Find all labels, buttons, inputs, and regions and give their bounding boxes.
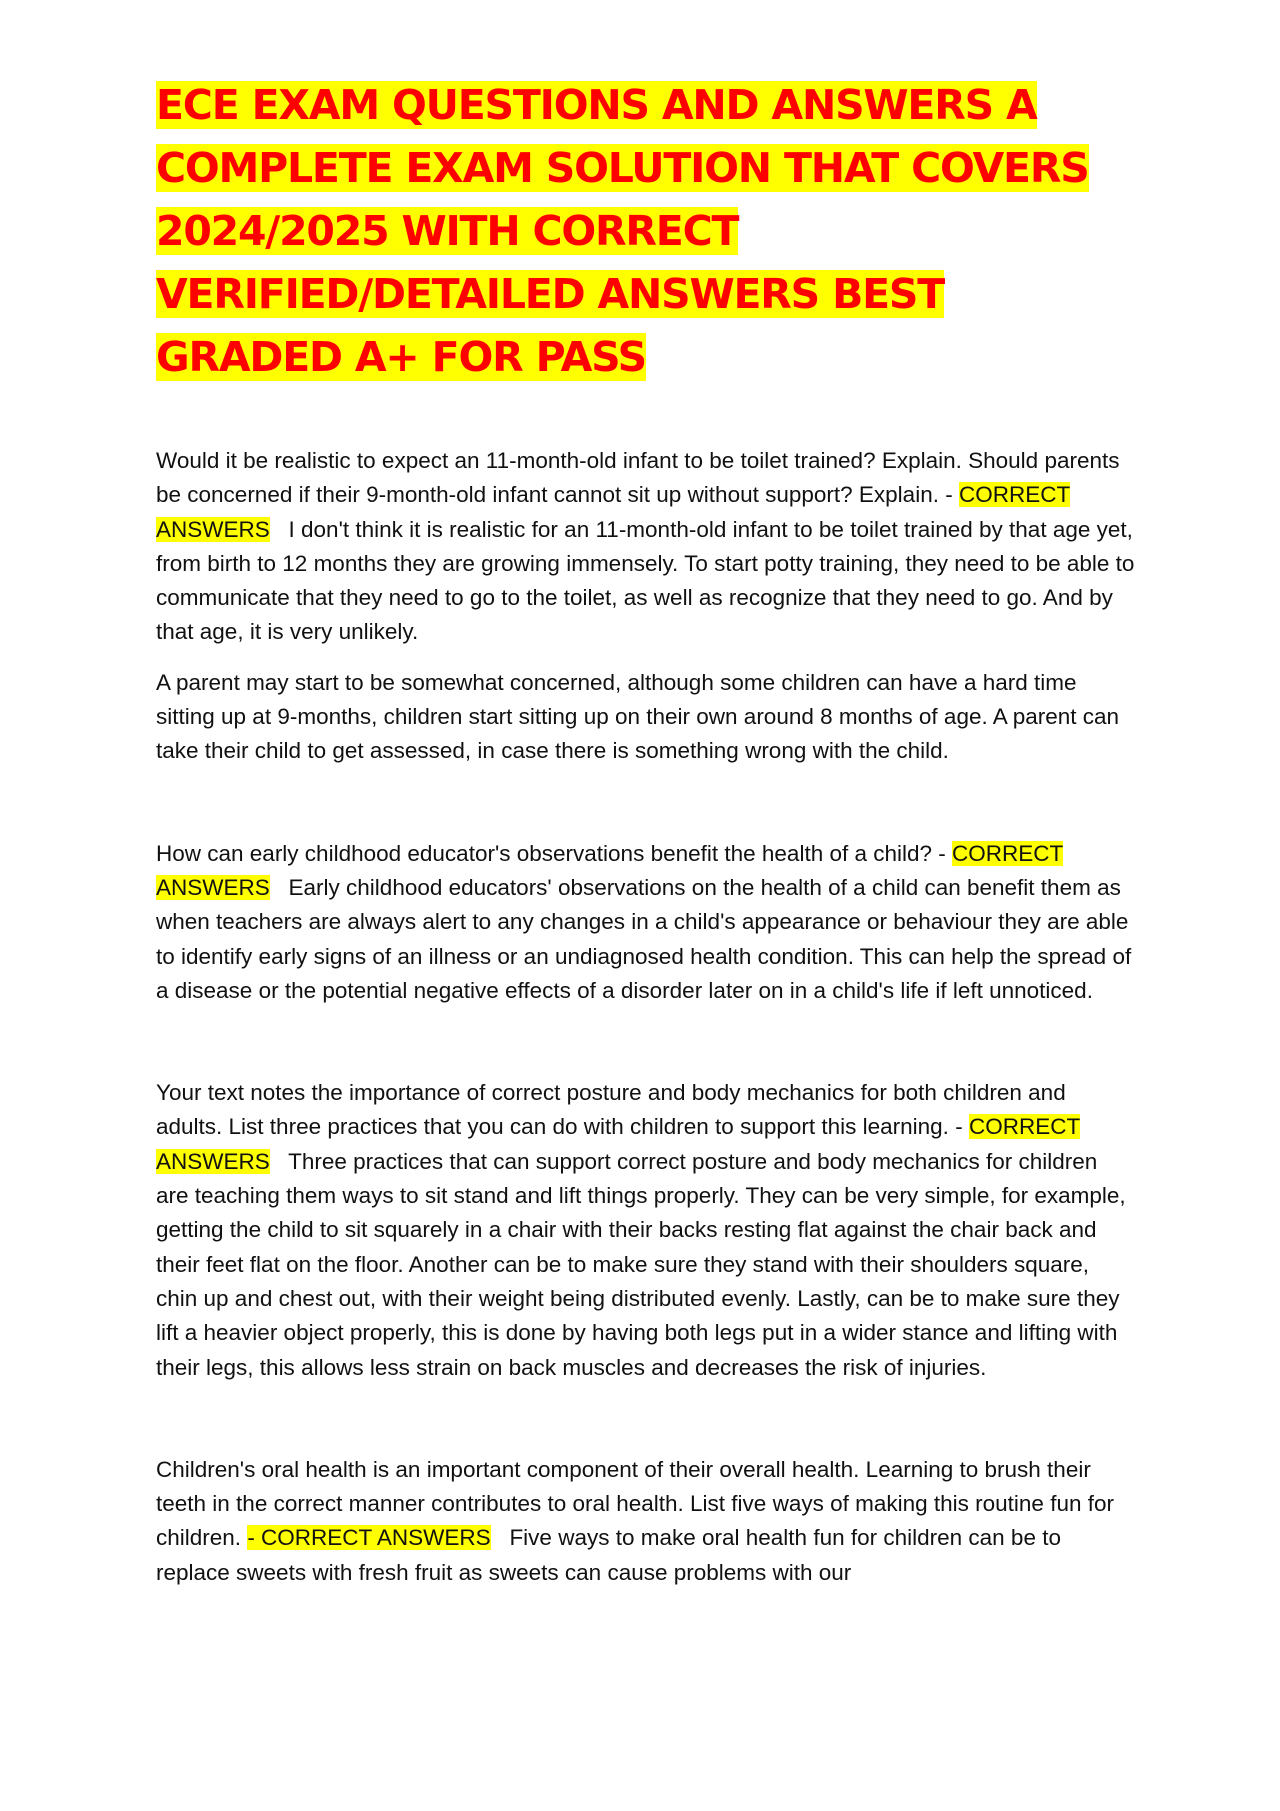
qa-item-4 <box>156 1453 1136 1590</box>
question-1: Would it be realistic to expect an 11-month-old infant to be toilet trained? Explain. Should parents be concerned if their 9-month-old infant cannot sit up without support? Explain. - <box>156 448 1120 508</box>
qa-item-1 <box>156 444 1136 650</box>
correct-answers-tag-4: - CORRECT ANSWERS <box>247 1525 491 1551</box>
correct-answers-tag-3: CORRECT ANSWERS <box>156 1114 1081 1174</box>
answer-4: Five ways to make oral health fun for children can be to replace sweets with fresh fruit as sweets can cause problems with our <box>156 1525 1061 1585</box>
answer-3: Three practices that can support correct posture and body mechanics for children are teaching them ways to sit stand and lift things properly. They can be very simple, for example, getting the child to sit squarely in a chair with their backs resting flat against the chair back and their feet flat on the floor. Another can be to make sure they stand with their shoulders square, chin up and chest out, with their weight being distributed evenly. Lastly, can be to make sure they lift a heavier object properly, this is done by having both legs put in a wider stance and lifting with their legs, this allows less strain on back muscles and decreases the risk of injuries. <box>156 1148 1126 1380</box>
title-highlight: ECE EXAM QUESTIONS AND ANSWERS A COMPLETE EXAM SOLUTION THAT COVERS 2024/2025 WITH CORRECT VERIFIED/DETAILED ANSWERS BEST GRADED A+ FOR PASS <box>156 81 1089 381</box>
correct-answers-tag-2: CORRECT ANSWERS <box>156 840 1064 900</box>
document-title <box>156 74 1136 389</box>
question-2: How can early childhood educator's observations benefit the health of a child? - <box>156 840 946 866</box>
question-3: Your text notes the importance of correct posture and body mechanics for both children and adults. List three practices that you can do with children to support this learning. - <box>156 1080 1066 1140</box>
answer-1: I don't think it is realistic for an 11-month-old infant to be toilet trained by that age yet, from birth to 12 months they are growing immensely. To start potty training, they need to be able to communicate that they need to go to the toilet, as well as recognize that they need to go. And by that age, it is very unlikely. <box>156 516 1135 645</box>
question-4: Children's oral health is an important component of their overall health. Learning to brush their teeth in the correct manner contributes to oral health. List five ways of making this routine fun for children. <box>156 1456 1114 1551</box>
qa-item-3 <box>156 1076 1136 1385</box>
answer-2: Early childhood educators' observations on the health of a child can benefit them as when teachers are always alert to any changes in a child's appearance or behaviour they are able to identify early signs of an illness or an undiagnosed health condition. This can help the spread of a disease or the potential negative effects of a disorder later on in a child's life if left unnoticed. <box>156 874 1132 1003</box>
correct-answers-tag-1: CORRECT ANSWERS <box>156 482 1071 542</box>
document-content <box>156 74 1136 1590</box>
answer-1-continued: A parent may start to be somewhat concerned, although some children can have a hard time sitting up at 9-months, children start sitting up on their own around 8 months of age. A parent can take their child to get assessed, in case there is something wrong with the child. <box>156 669 1120 764</box>
qa-item-2 <box>156 837 1136 1008</box>
